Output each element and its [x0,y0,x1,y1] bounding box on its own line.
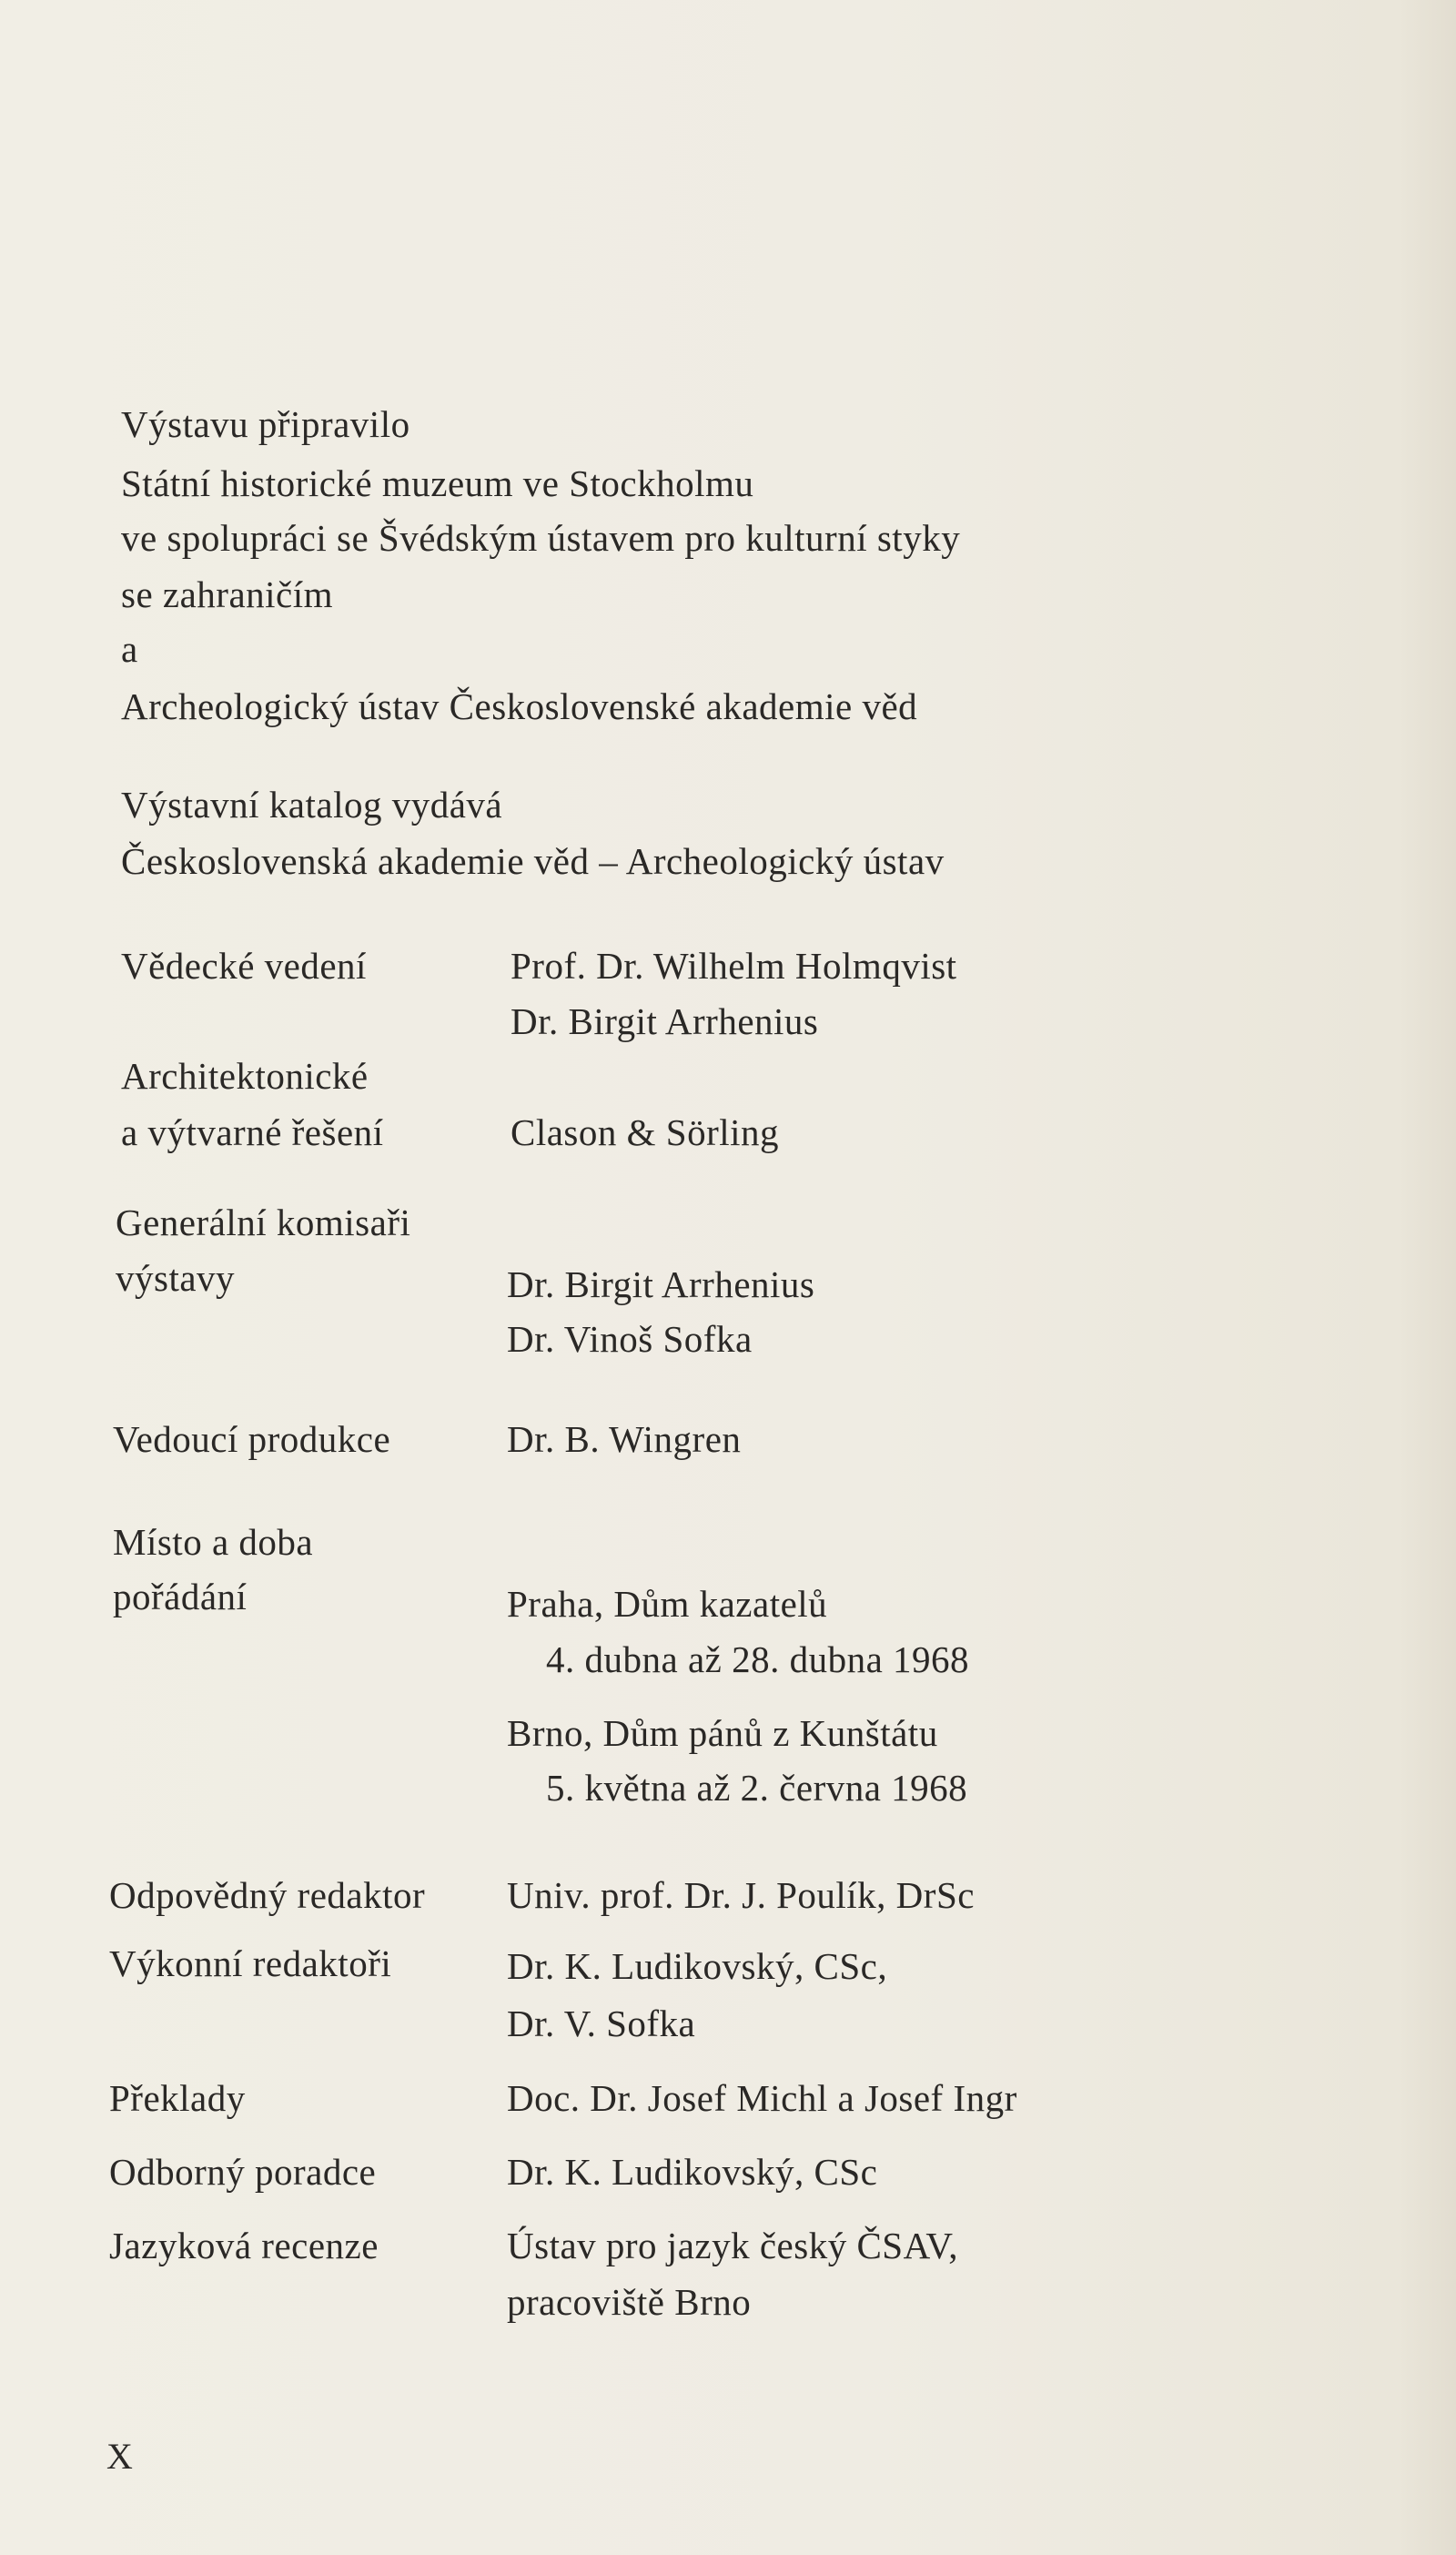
credit-label: pořádání [113,1576,248,1617]
credit-value: Dr. B. Wingren [507,1418,742,1460]
intro-line: ve spolupráci se Švédským ústavem pro kulturní styky [121,517,961,559]
credit-label: a výtvarné řešení [121,1111,384,1153]
credit-value: Dr. Birgit Arrhenius [507,1263,815,1305]
credit-label: Architektonické [121,1055,369,1097]
credit-value: Doc. Dr. Josef Michl a Josef Ingr [507,2077,1017,2119]
credit-label: Výkonní redaktoři [109,1942,392,1984]
credit-value: Clason & Sörling [511,1111,780,1153]
credit-label: Jazyková recenze [109,2225,379,2266]
credit-value: Prof. Dr. Wilhelm Holmqvist [511,945,957,987]
page-number: X [106,2436,133,2477]
credit-label: Vedoucí produkce [113,1418,391,1460]
credit-value: Dr. K. Ludikovský, CSc, [507,1945,888,1987]
credit-value: 4. dubna až 28. dubna 1968 [546,1638,970,1680]
credit-label: Generální komisaři [116,1201,411,1243]
intro-line: a [121,628,138,670]
credit-label: výstavy [116,1257,236,1299]
intro-line: se zahraničím [121,573,334,615]
intro-line: Státní historické muzeum ve Stockholmu [121,462,754,504]
credit-value: Univ. prof. Dr. J. Poulík, DrSc [507,1874,975,1916]
intro-line: Výstavu připravilo [121,403,410,445]
credit-label: Vědecké vedení [121,945,367,987]
credit-label: Odpovědný redaktor [109,1874,426,1916]
credit-value: Dr. Birgit Arrhenius [511,1000,819,1042]
credit-value: Brno, Dům pánů z Kunštátu [507,1712,938,1754]
credit-value: Praha, Dům kazatelů [507,1583,828,1625]
credit-label: Místo a doba [113,1521,314,1563]
credit-value: Dr. K. Ludikovský, CSc [507,2151,878,2193]
credit-value: Dr. V. Sofka [507,2002,696,2044]
credit-label: Odborný poradce [109,2151,377,2193]
publisher-line: Výstavní katalog vydává [121,784,503,826]
credit-value: 5. května až 2. června 1968 [546,1767,968,1809]
publisher-line: Československá akademie věd – Archeologický ústav [121,840,945,882]
intro-line: Archeologický ústav Československé akademie věd [121,685,918,727]
credit-value: Dr. Vinoš Sofka [507,1318,753,1360]
credit-value: pracoviště Brno [507,2281,752,2323]
credit-value: Ústav pro jazyk český ČSAV, [507,2225,958,2266]
credit-label: Překlady [109,2077,246,2119]
